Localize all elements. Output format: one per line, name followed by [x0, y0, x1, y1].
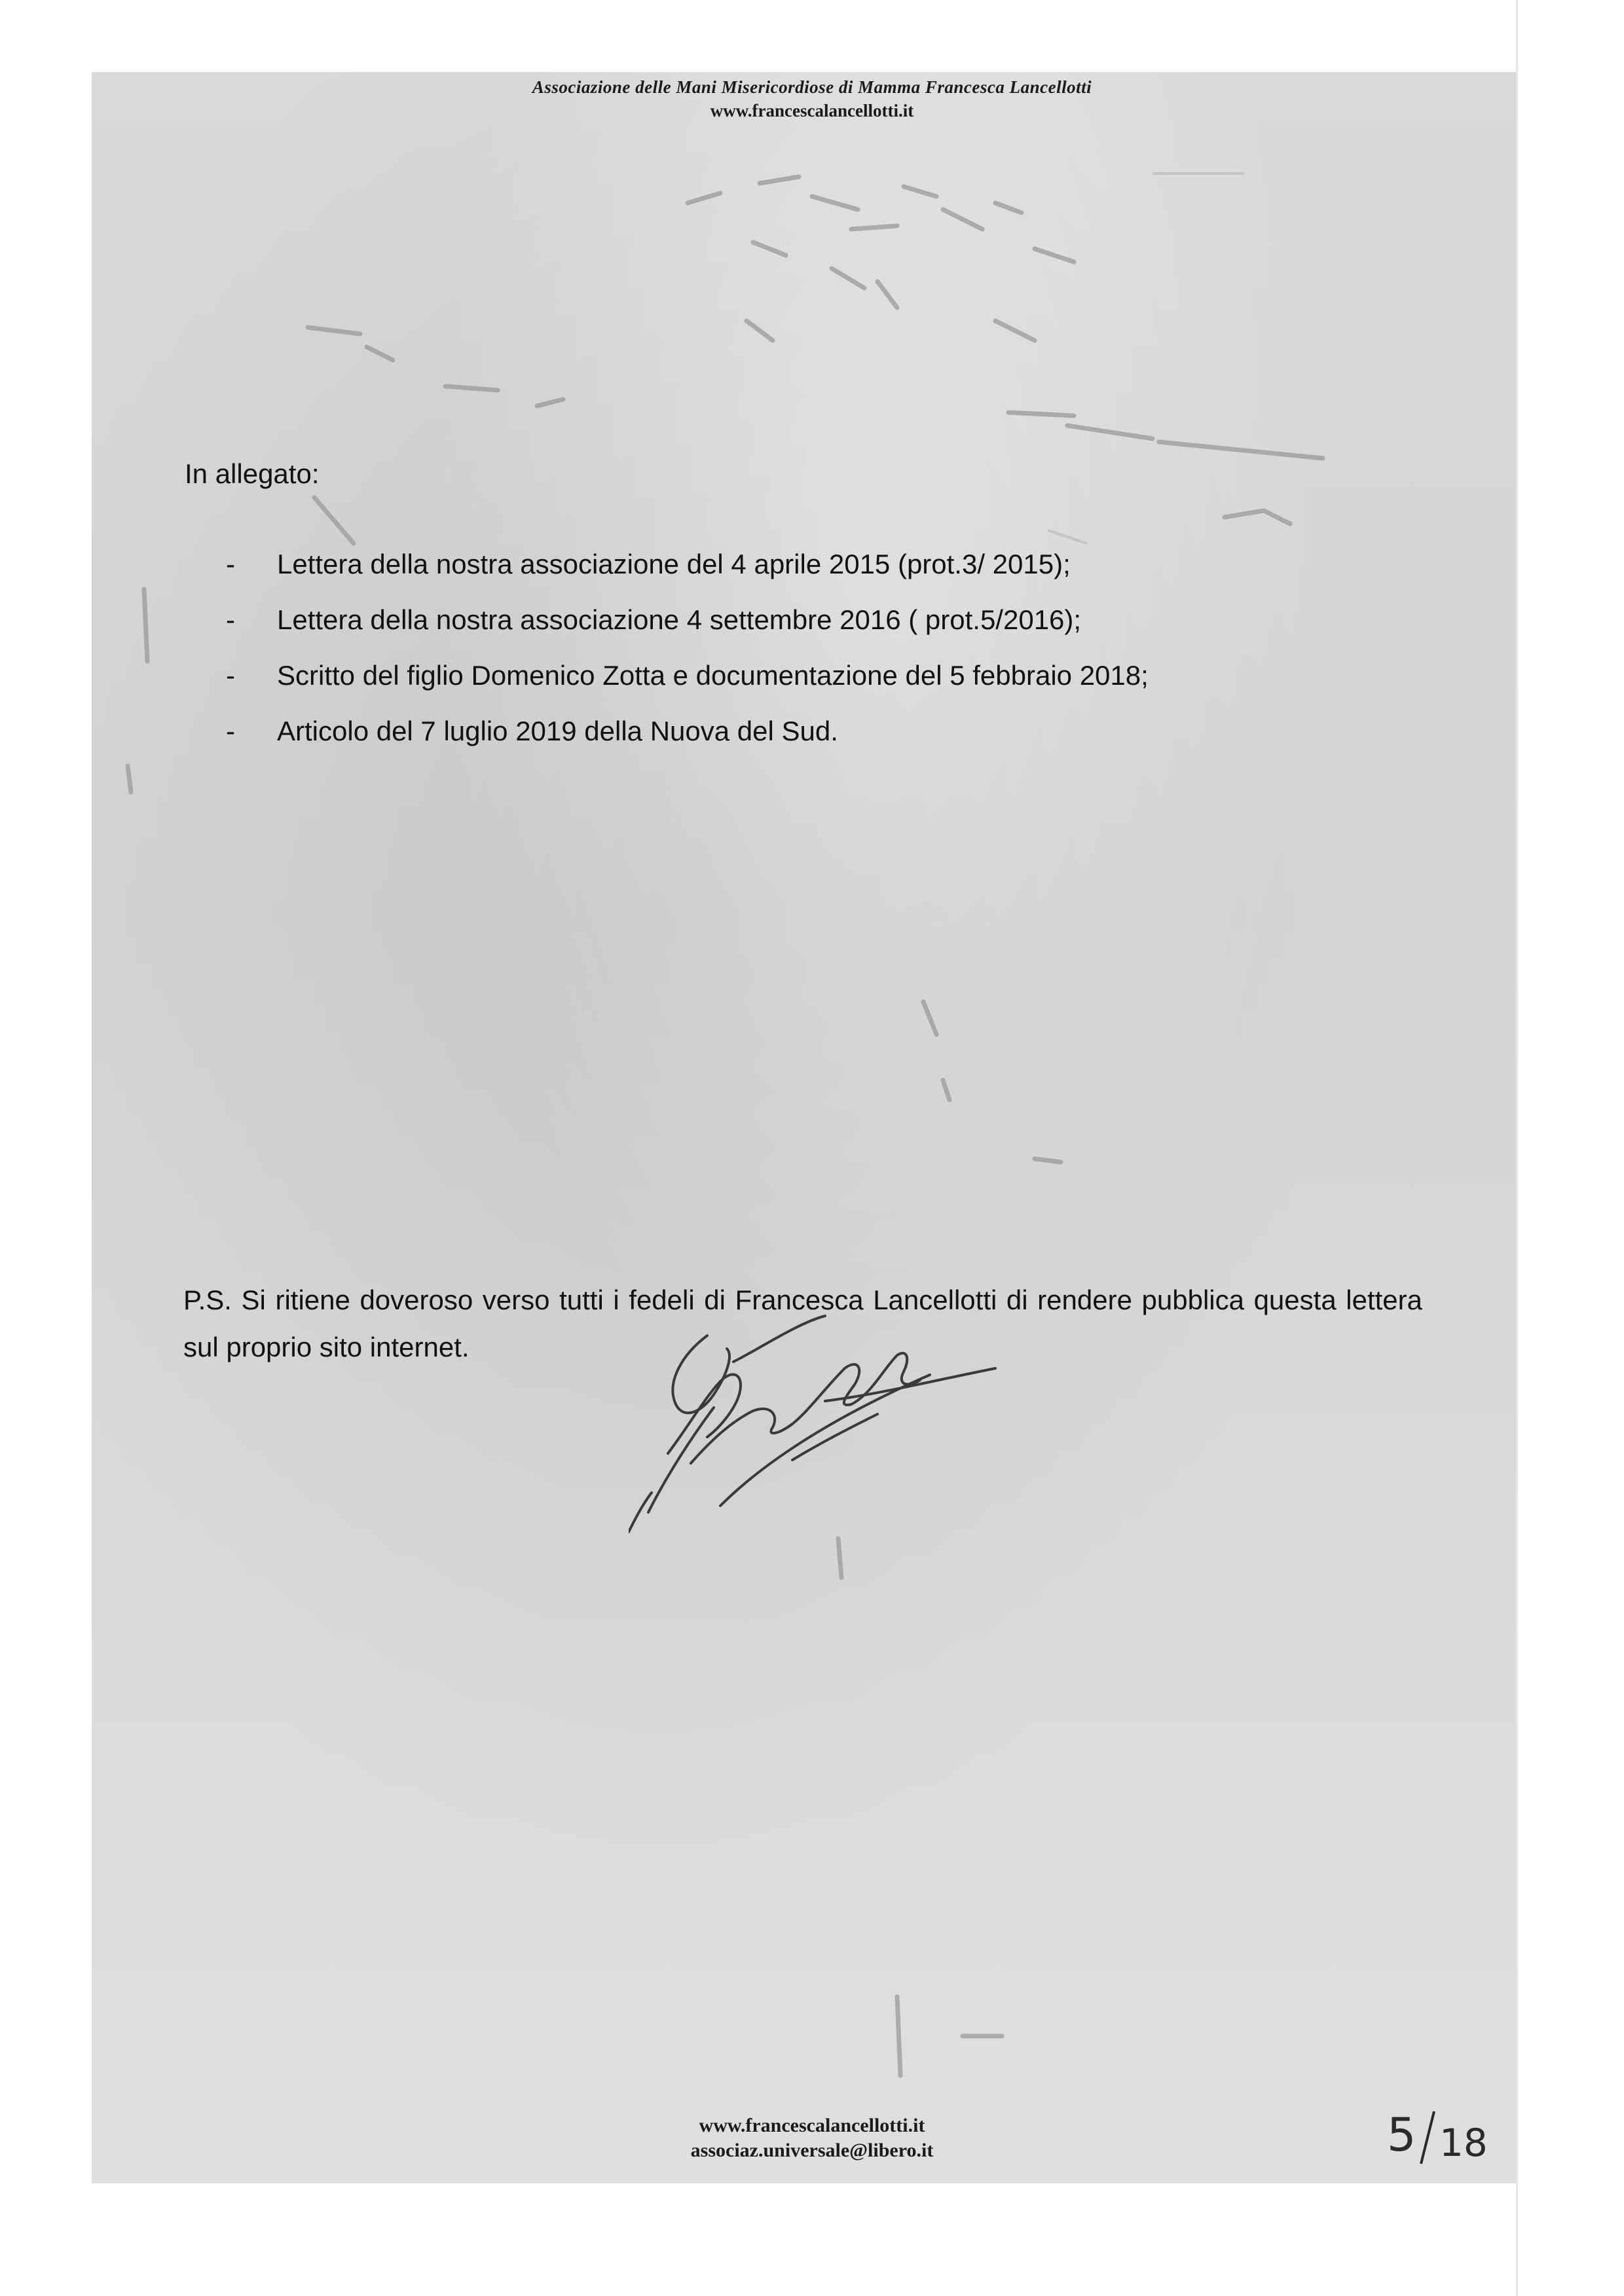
handwritten-signature	[629, 1296, 1048, 1545]
page-current: 5	[1387, 2108, 1416, 2162]
list-bullet: -	[226, 549, 235, 579]
page-total: 18	[1439, 2121, 1488, 2165]
handwritten-page-number	[1375, 2098, 1506, 2170]
attachment-text: Lettera della nostra associazione 4 settembre 2016 ( prot.5/2016);	[277, 604, 1082, 635]
attachment-text: Lettera della nostra associazione del 4 aprile 2015 (prot.3/ 2015);	[277, 549, 1071, 579]
list-bullet: -	[226, 604, 235, 635]
postscript: P.S. Si ritiene doveroso verso tutti i fedeli di Francesca Lancellotti di rendere pubblica questa lettera sul proprio sito internet.	[183, 1285, 1422, 1362]
page-slash	[1421, 2111, 1434, 2164]
list-bullet: -	[226, 716, 235, 746]
letterhead	[0, 75, 1624, 122]
page-edge	[1516, 0, 1518, 2296]
scan-artifacts	[92, 72, 1516, 2183]
footer-email: associaz.universale@libero.it	[690, 2140, 934, 2161]
attachments-list	[226, 545, 1149, 767]
attachment-text: Scritto del figlio Domenico Zotta e documentazione del 5 febbraio 2018;	[277, 660, 1149, 691]
scanned-page	[92, 72, 1516, 2183]
attachments-heading: In allegato:	[185, 458, 320, 489]
list-item	[226, 600, 1149, 656]
list-item	[226, 545, 1149, 600]
list-item	[226, 712, 1149, 767]
header-website: www.francescalancellotti.it	[710, 101, 914, 120]
footer-website: www.francescalancellotti.it	[699, 2115, 925, 2136]
attachment-text: Articolo del 7 luglio 2019 della Nuova del Sud.	[277, 716, 838, 746]
list-item	[226, 656, 1149, 712]
association-name: Associazione delle Mani Misericordiose di Mamma Francesca Lancellotti	[532, 77, 1092, 97]
list-bullet: -	[226, 660, 235, 691]
